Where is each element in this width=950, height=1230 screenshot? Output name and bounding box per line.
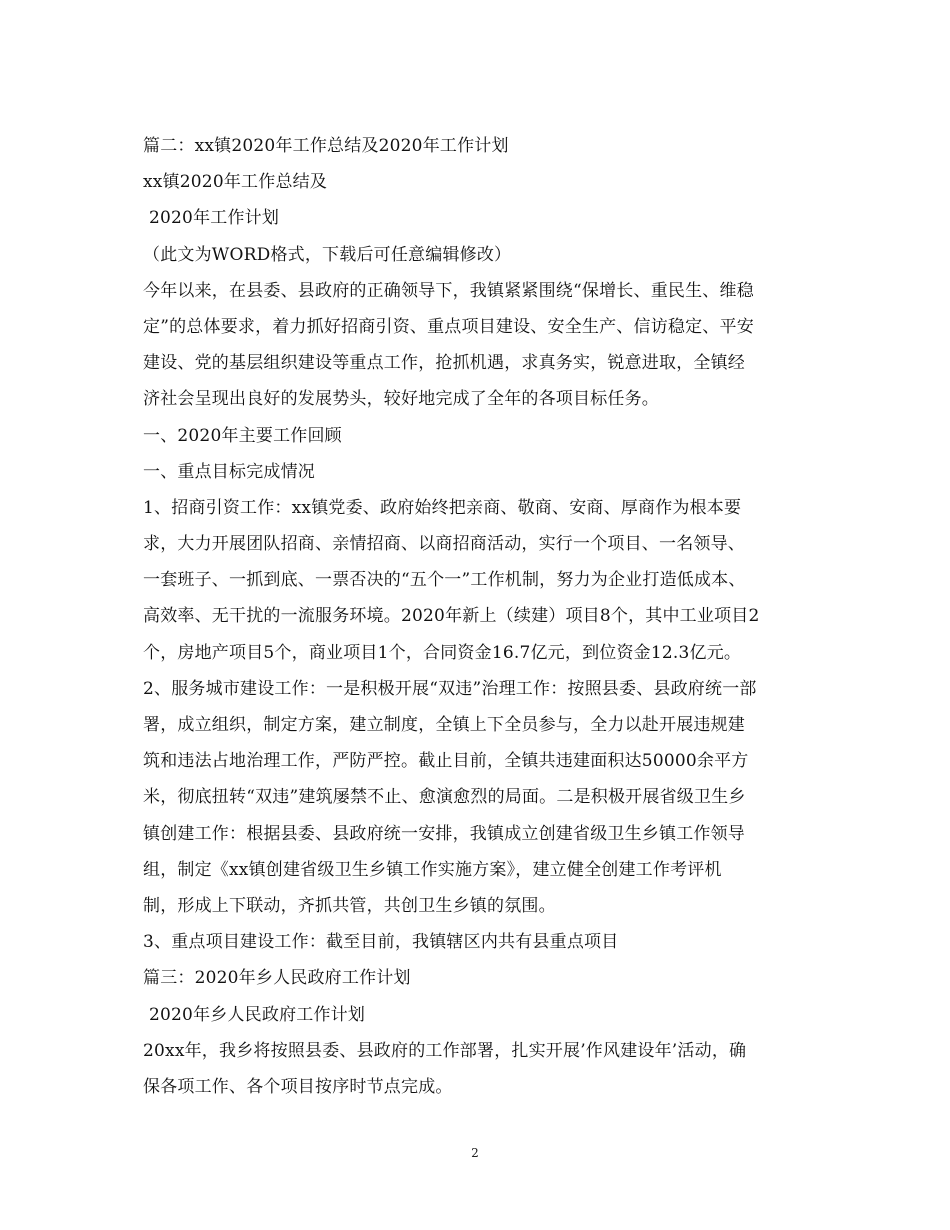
paragraph-line: 高效率、无干扰的一流服务环境。2020年新上（续建）项目8个，其中工业项目2 bbox=[143, 606, 760, 627]
paragraph-line: 镇创建工作：根据县委、县政府统一安排，我镇成立创建省级卫生乡镇工作领导 bbox=[143, 823, 745, 844]
paragraph-line: 求，大力开展团队招商、亲情招商、以商招商活动，实行一个项目、一名领导、 bbox=[143, 534, 745, 555]
paragraph-line: 制，形成上下联动，齐抓共管，共创卫生乡镇的氛围。 bbox=[143, 895, 556, 916]
subsection-heading: 一、2020年主要工作回顾 bbox=[143, 425, 342, 446]
doc-title-line-2: 2020年工作计划 bbox=[149, 208, 280, 229]
paragraph-line: 定”的总体要求，着力抓好招商引资、重点项目建设、安全生产、信访稳定、平安 bbox=[143, 316, 754, 337]
paragraph-line: 署，成立组织，制定方案，建立制度，全镇上下全员参与，全力以赴开展违规建 bbox=[143, 715, 745, 735]
doc-title-line-1: xx镇2020年工作总结及 bbox=[143, 172, 328, 193]
paragraph-line: 一套班子、一抓到底、一票否决的“五个一”工作机制，努力为企业打造低成本、 bbox=[143, 570, 746, 591]
paragraph-line: 个，房地产项目5个，商业项目1个，合同资金16.7亿元，到位资金12.3亿元。 bbox=[143, 642, 742, 663]
paragraph-line: 米，彻底扭转“双违”建筑屡禁不止、愈演愈烈的局面。二是积极开展省级卫生乡 bbox=[143, 787, 746, 808]
section-heading-3: 篇三：2020年乡人民政府工作计划 bbox=[143, 968, 411, 989]
paragraph-line: 筑和违法占地治理工作，严防严控。截止目前，全镇共违建面积达50000余平方 bbox=[143, 751, 749, 772]
paragraph-line: 2、服务城市建设工作：一是积极开展“双违”治理工作：按照县委、县政府统一部 bbox=[143, 678, 757, 699]
paragraph-line: 组，制定《xx镇创建省级卫生乡镇工作实施方案》，建立健全创建工作考评机 bbox=[143, 859, 722, 880]
paragraph-line: 1、招商引资工作：xx镇党委、政府始终把亲商、敬商、安商、厚商作为根本要 bbox=[143, 497, 742, 518]
format-note: （此文为WORD格式，下载后可任意编辑修改） bbox=[143, 244, 512, 265]
page-number: 2 bbox=[471, 1146, 479, 1160]
doc-title-line: 2020年乡人民政府工作计划 bbox=[149, 1004, 366, 1025]
section-heading-2: 篇二：xx镇2020年工作总结及2020年工作计划 bbox=[143, 136, 509, 156]
paragraph-line: 20xx年，我乡将按照县委、县政府的工作部署，扎实开展’作风建设年’活动，确 bbox=[143, 1040, 747, 1061]
paragraph-line: 今年以来，在县委、县政府的正确领导下，我镇紧紧围绕“保增长、重民生、维稳 bbox=[143, 280, 754, 301]
subsection-heading: 一、重点目标完成情况 bbox=[143, 461, 315, 482]
paragraph-line: 建设、党的基层组织建设等重点工作，抢抓机遇，求真务实，锐意进取，全镇经 bbox=[143, 353, 745, 374]
paragraph-line: 济社会呈现出良好的发展势头，较好地完成了全年的各项目标任务。 bbox=[143, 389, 659, 410]
paragraph-line: 3、重点项目建设工作：截至目前，我镇辖区内共有县重点项目 bbox=[143, 932, 619, 953]
paragraph-line: 保各项工作、各个项目按序时节点完成。 bbox=[143, 1076, 453, 1097]
document-body bbox=[143, 128, 823, 1105]
